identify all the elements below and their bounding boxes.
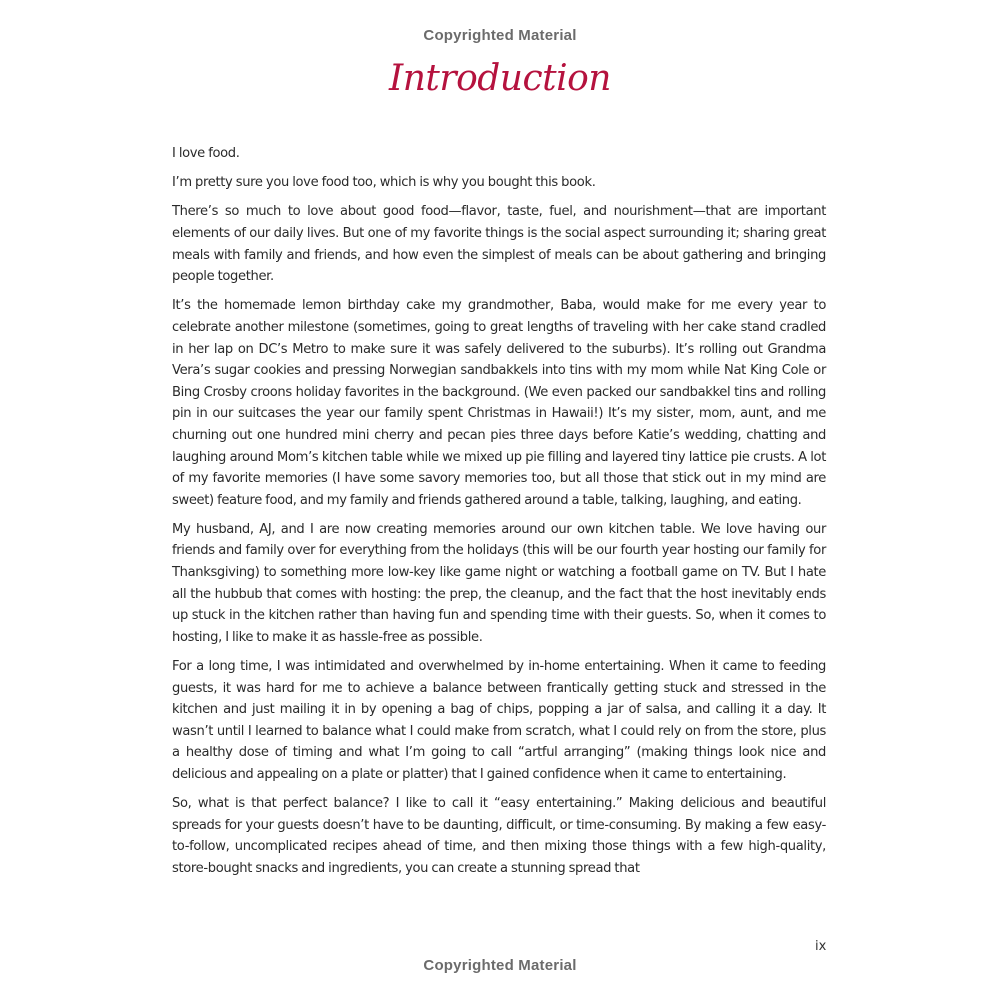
body-text	[172, 143, 826, 887]
copyright-watermark-top: Copyrighted Material	[423, 27, 577, 44]
paragraph: I love food.	[172, 146, 240, 161]
page-number: ix	[815, 939, 827, 954]
paragraph: For a long time, I was intimidated and overwhelmed by in-home entertaining. When it came to feeding guests, it was hard for me to achieve a balance between frantically getting stuck and stressed in the kitchen and just mailing it in by opening a bag of chips, popping a jar of salsa, and calling it a day. It wasn’t until I learned to balance what I could make from scratch, what I could rely on from the store, plus a healthy dose of timing and what I’m going to call “artful arranging” (making things look nice and delicious and appealing on a plate or platter) that I gained confidence when it came to entertaining.	[172, 659, 826, 782]
paragraph: I’m pretty sure you love food too, which is why you bought this book.	[172, 175, 596, 191]
copyright-watermark-bottom: Copyrighted Material	[423, 957, 577, 974]
paragraph: There’s so much to love about good food—flavor, taste, fuel, and nourishment—that are important elements of our daily lives. But one of my favorite things is the social aspect surrounding it; sharing great meals with family and friends, and how even the simplest of meals can be about gathering and bringing people together.	[172, 204, 826, 285]
paragraph: My husband, AJ, and I are now creating memories around our own kitchen table. We love having our friends and family over for everything from the holidays (this will be our fourth year hosting our family for Thanksgiving) to something more low-key like game night or watching a football game on TV. But I hate all the hubbub that comes with hosting: the prep, the cleanup, and the fact that the host inevitably ends up stuck in the kitchen rather than having fun and spending time with their guests. So, when it comes to hosting, I like to make it as hassle-free as possible.	[172, 521, 826, 645]
paragraph: It’s the homemade lemon birthday cake my grandmother, Baba, would make for me every year to celebrate another milestone (sometimes, going to great lengths of traveling with her cake stand cradled in her lap on DC’s Metro to make sure it was safely delivered to the suburbs). It’s rolling out Grandma Vera’s sugar cookies and pressing Norwegian sandbakkels into tins with my mom while Nat King Cole or Bing Crosby croons holiday favorites in the background. (We even packed our sandbakkel tins and rolling pin in our suitcases the year our family spent Christmas in Hawaii!) It’s my sister, mom, aunt, and me churning out one hundred mini cherry and pecan pies three days before Katie’s wedding, chatting and laughing around Mom’s kitchen table while we mixed up pie filling and layered tiny lattice pie crusts. A lot of my favorite memories (I have some savory memories too, but all those that stick out in my mind are sweet) feature food, and my family and friends gathered around a table, talking, laughing, and eating.	[172, 298, 826, 508]
paragraph: So, what is that perfect balance? I like to call it “easy entertaining.” Making delicious and beautiful spreads for your guests doesn’t have to be daunting, difficult, or time-consuming. By making a few easy-to-follow, uncomplicated recipes ahead of time, and then mixing those things with a few high-quality, store-bought snacks and ingredients, you can create a stunning spread that	[172, 796, 826, 876]
chapter-title: Introduction	[389, 58, 611, 99]
